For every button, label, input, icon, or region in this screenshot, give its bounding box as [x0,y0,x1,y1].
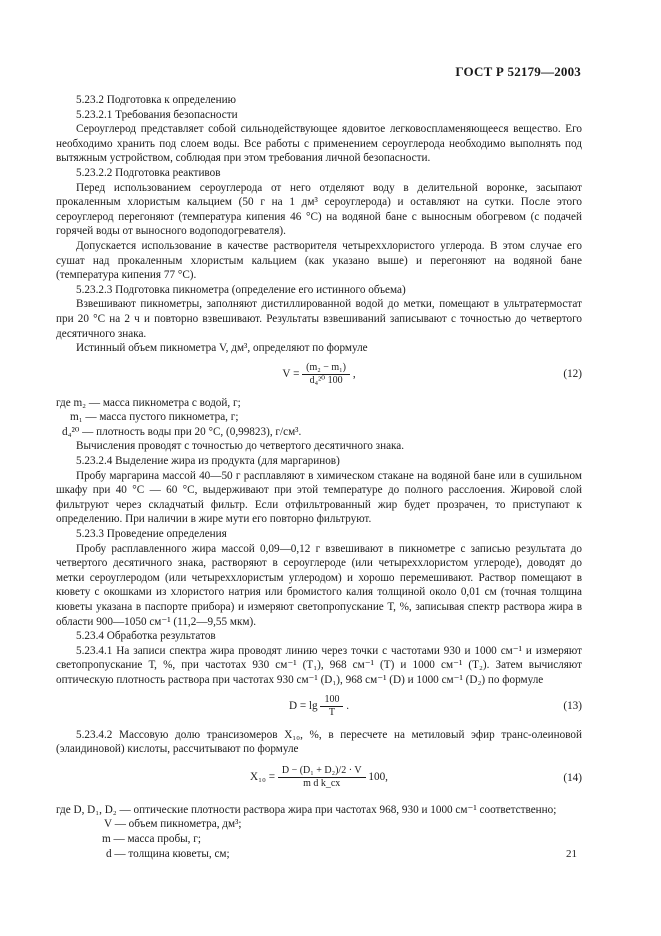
formula-14-lhs: X₁₀ = [250,770,276,783]
page-number: 21 [566,848,577,860]
formula-12-fraction [302,362,350,387]
paragraph-pycnometer: Взвешивают пикнометры, заполняют дистиллированной водой до метки, помещают в ультратермостат при 20 °С на 2 ч и повторно взвешивают. Результаты взвешиваний записывают с точностью до четвертого десятичного знака. [56,298,582,340]
formula-12-tail: , [352,367,356,380]
definition-m1-text: — масса пустого пикнометра, г; [82,411,239,424]
formula-13 [56,690,582,724]
definition-v-text: — объем пикнометра, дм³; [111,818,242,831]
definition-v [56,817,582,832]
definition-d-symbol: где D, D₁, D₂ [56,803,117,816]
formula-14-number: (14) [563,771,582,784]
document-body [56,93,582,861]
formula-13-denominator: T [328,706,335,718]
formula-14-denominator: m d k_сх [303,777,341,789]
definition-v-symbol: V [104,818,112,831]
definition-d [56,803,582,818]
definition-thickness-symbol: d [106,847,112,860]
section-heading-5-23-2-1: 5.23.2.1 Требования безопасности [76,108,238,121]
definition-thickness [56,847,582,862]
paragraph-margarine: Пробу маргарина массой 40—50 г расплавляют в химическом стакане на водяной бане или в сушильном шкафу при 40 °С — 60 °С, выдерживают при этой температуре до полного расслоения. Жировой слой фильтруют через складчатый фильтр. Если отфильтрованный жир будет прозрачен, то приступают к определению. При наличии в жире мути его повторно фильтруют. [56,469,582,526]
definition-d20-text: — плотность воды при 20 °С, (0,99823), г/см³. [79,425,302,438]
definition-m2-symbol: где m₂ [56,396,87,409]
section-heading-5-23-2-4: 5.23.2.4 Выделение жира из продукта (для маргаринов) [76,455,340,468]
formula-13-fraction [320,694,343,719]
definition-m1 [56,410,582,425]
definition-m2-text: — масса пикнометра с водой, г; [86,396,241,409]
formula-13-lhs: D = lg [288,699,318,712]
formula-12-number: (12) [563,367,582,380]
formula-13-tail: . [346,699,350,712]
standard-header: ГОСТ Р 52179—2003 [455,64,581,79]
formula-13-numerator: 100 [320,694,343,707]
formula-13-number: (13) [563,699,582,712]
definition-m-symbol: m [102,832,111,845]
formula-14-tail: 100, [368,770,388,783]
paragraph-solvent: Допускается использование в качестве растворителя четыреххлористого углерода. В этом случае его сушат над прокаленным хлористым кальцием (как указано выше) и перегоняют на водяной бане (температура кипения 77 °С). [56,239,582,282]
definition-m1-symbol: m₁ [70,411,83,424]
paragraph-spectrum: 5.23.4.1 На записи спектра жира проводят линию через точки с частотами 930 и 1000 см⁻¹ и измеряют светопропускание Т, %, при частотах 930 см⁻¹ (Т₁), 968 см⁻¹ (Т) и 1000 см⁻¹ (Т₂). Затем вычисляют оптическую плотность раствора при частотах 930 см⁻¹ (D₁), 968 см⁻¹ (D) и 1000 см⁻¹ (D₂) по формуле [56,644,582,686]
formula-12-numerator: (m₂ − m₁) [302,362,350,375]
formula-12 [56,358,582,392]
paragraph-trans-isomers: 5.23.4.2 Массовую долю трансизомеров X₁₀, %, в пересчете на метиловый эфир транс-олеиновой (элаидиновой) кислоты, рассчитывают по формуле [56,728,582,756]
definition-d20-symbol: d₄²⁰ [62,425,80,438]
definition-m-text: — масса пробы, г; [110,832,201,845]
formula-12-denominator: d₄²⁰ 100 [309,374,343,386]
section-heading-5-23-2-2: 5.23.2.2 Подготовка реактивов [76,166,221,179]
definition-m [56,832,582,847]
formula-14-fraction [278,765,366,790]
definition-d-text: — оптические плотности раствора жира при частотах 968, 930 и 1000 см⁻¹ соответственно; [116,803,557,816]
definition-thickness-text: — толщина кюветы, см; [111,847,230,860]
paragraph-procedure: Пробу расплавленного жира массой 0,09—0,12 г взвешивают в пикнометре с записью результата до четвертого десятичного знака, растворяют в сероуглероде (или четыреххлористом углероде), доводят до метки сероуглеродом (или четыреххлористым углеродом) и хорошо перемешивают. Раствор помещают в кювету с окошками из хлористого натрия или бромистого калия толщиной около 0,01 см (точная толщина кюветы указана в паспорте прибора) и измеряют светопропускание Т, %, записывая спектр раствора жира в области 900—1050 см⁻¹ (11,2—9,55 мкм). [56,542,582,628]
paragraph-volume-intro: Истинный объем пикнометра V, дм³, определяют по формуле [76,342,368,355]
formula-14-numerator: D − (D₁ + D₂)/2 · V [278,765,366,778]
section-heading-5-23-2: 5.23.2 Подготовка к определению [76,94,236,106]
definition-m2 [56,396,582,411]
section-heading-5-23-3: 5.23.3 Проведение определения [76,528,227,541]
section-heading-5-23-2-3: 5.23.2.3 Подготовка пикнометра (определение его истинного объема) [76,283,406,296]
paragraph-precision: Вычисления проводят с точностью до четвертого десятичного знака. [76,440,405,453]
paragraph-safety: Сероуглерод представляет собой сильнодействующее ядовитое легковоспламеняющееся вещество. Его необходимо хранить под слоем воды. Все работы с применением сероуглерода необходимо выполнять под вытяжным устройством, соблюдая при этом требования личной безопасности. [56,123,582,165]
paragraph-reagents: Перед использованием сероуглерода от него отделяют воду в делительной воронке, засыпают прокаленным хлористым кальцием (50 г на 1 дм³ сероуглерода) и оставляют на сутки. После этого сероуглерод перегоняют (температура кипения 46 °С) на водяной бане с выносным обогревом (с подачей горячей воды от выносного водоподогревателя). [56,181,582,238]
formula-12-lhs: V = [282,367,300,380]
formula-14 [56,759,582,799]
definition-d20 [56,425,582,440]
section-heading-5-23-4: 5.23.4 Обработка результатов [76,630,216,643]
